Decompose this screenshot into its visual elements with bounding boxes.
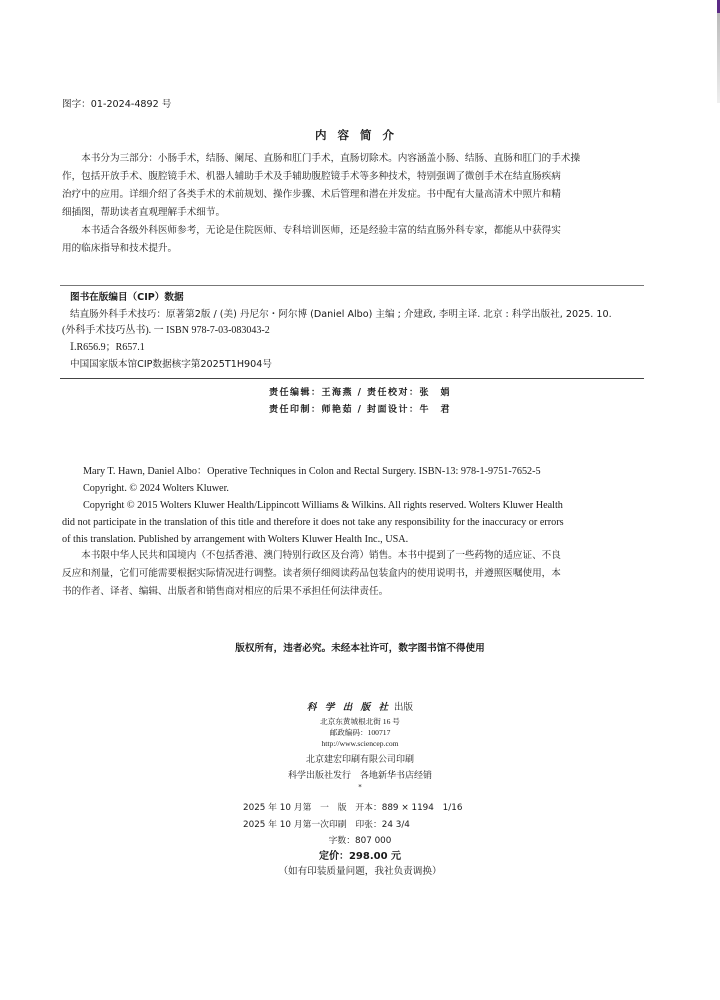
printing-line: 2025 年 10 月第一次印刷 印张：24 3/4 — [243, 820, 410, 830]
cip-line: (外科手术技巧丛书). 一 ISBN 978-7-03-083043-2 — [62, 325, 270, 336]
cip-top-rule — [60, 285, 644, 286]
summary-line: 用的临床指导和技术提升。 — [62, 243, 178, 254]
price: 定价：298.00 元 — [318, 851, 402, 862]
publisher-address: 北京东黄城根北街 16 号 — [320, 717, 400, 726]
editor-credits: 责任编辑：王海燕 / 责任校对：张 娟 — [268, 388, 452, 398]
summary-line: 细插图，帮助读者直观理解手术细节。 — [62, 207, 226, 218]
sales-notice-line: 反应和剂量，它们可能需要根据实际情况进行调整。读者须仔细阅读药品包装盒内的使用说明书，并遵照医嘱使用，本 — [62, 568, 561, 579]
publisher-suffix: 出版 — [394, 703, 414, 713]
distribution-line: 科学出版社发行 各地新华书店经销 — [287, 771, 432, 781]
cip-verification: 中国国家版本馆CIP数据核字第2025T1H904号 — [70, 359, 272, 370]
copyright-line: Copyright © 2015 Wolters Kluwer Health/Lippincott Williams & Wilkins. All rights reserved. Wolters Kluwer Health — [83, 500, 563, 511]
summary-line: 作，包括开放手术、腹腔镜手术、机器人辅助手术及手辅助腹腔镜手术等多种技术，特别强调了微创手术在结直肠疾病 — [62, 171, 561, 182]
printer-line: 北京建宏印刷有限公司印刷 — [305, 755, 414, 765]
summary-line: 本书适合各级外科医师参考，无论是住院医师、专科培训医师，还是经验丰富的结直肠外科专家，都能从中获得实 — [62, 225, 561, 236]
summary-line: 治疗中的应用。详细介绍了各类手术的术前规划、操作步骤、术后管理和潜在并发症。书中配有大量高清术中照片和精 — [62, 189, 561, 200]
sales-notice-line: 本书限中华人民共和国境内（不包括香港、澳门特别行政区及台湾）销售。本书中提到了一些药物的适应证、不良 — [62, 550, 561, 561]
rights-statement: 版权所有，违者必究。未经本社许可，数字图书馆不得使用 — [235, 643, 485, 654]
cip-heading: 图书在版编目（CIP）数据 — [70, 292, 184, 303]
word-count: 字数：807 000 — [328, 836, 392, 846]
copyright-line: Copyright. © 2024 Wolters Kluwer. — [83, 483, 229, 494]
original-title-line: Mary T. Hawn, Daniel Albo：Operative Techniques in Colon and Rectal Surgery. ISBN-13: 978-1-9751-7652-5 — [83, 466, 541, 477]
copyright-permit-number: 图字：01-2024-4892 号 — [62, 99, 172, 110]
publisher-postcode: 邮政编码：100717 — [329, 728, 391, 737]
quality-note: （如有印装质量问题，我社负责调换） — [278, 866, 442, 877]
summary-line: 本书分为三部分：小肠手术，结肠、阑尾、直肠和肛门手术，直肠切除术。内容涵盖小肠、结肠、直肠和肛门的手术操 — [62, 153, 581, 164]
edition-line: 2025 年 10 月第 一 版 开本：889 × 1194 1/16 — [243, 803, 463, 813]
cip-bottom-rule — [60, 378, 644, 379]
cip-line: 结直肠外科手术技巧：原著第2版 / (美) 丹尼尔・阿尔博 (Daniel Albo) 主编 ; 介建政, 李明主译. 北京 : 科学出版社, 2025. 10. — [70, 309, 612, 320]
separator-star: * — [358, 783, 362, 791]
summary-title: 内容简介 — [315, 128, 405, 142]
production-credits: 责任印制：师艳茹 / 封面设计：牛 君 — [268, 405, 452, 415]
copyright-line: did not participate in the translation of this title and therefore it does not take any responsibility for the inaccuracy or errors — [62, 517, 564, 528]
publisher-url: http://www.sciencep.com — [321, 739, 399, 748]
copyright-line: of this translation. Published by arrangement with Wolters Kluwer Health Inc., USA. — [62, 534, 409, 545]
sales-notice-line: 书的作者、译者、编辑、出版者和销售商对相应的后果不承担任何法律责任。 — [62, 586, 389, 597]
publisher-imprint — [0, 700, 720, 716]
cip-classification: Ⅰ.R656.9；R657.1 — [70, 342, 145, 353]
publisher-name: 科 学 出 版 社 — [306, 703, 391, 713]
